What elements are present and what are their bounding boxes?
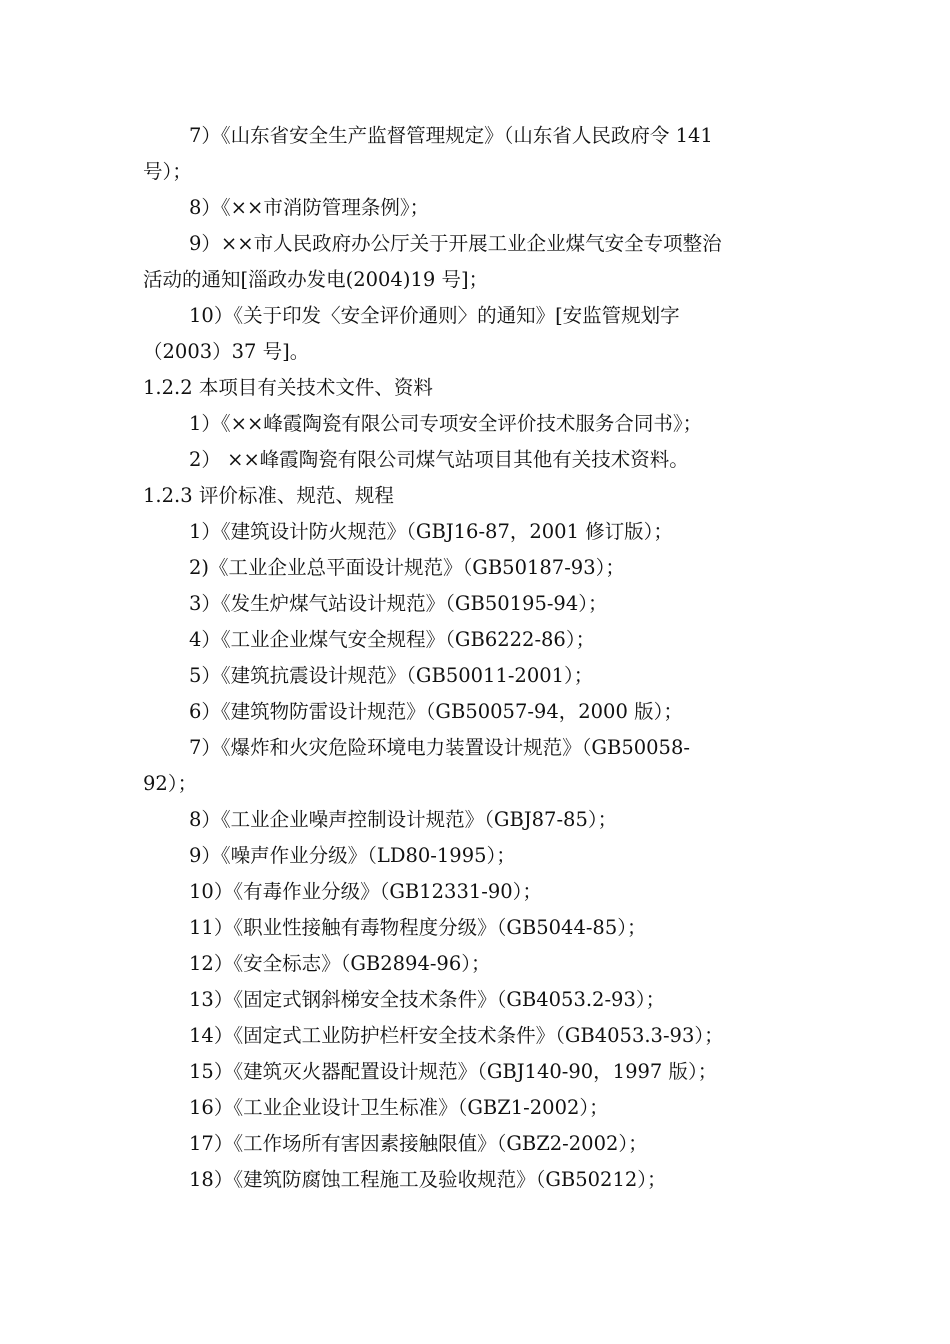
document-line: 10）《有毒作业分级》（GB12331-90）； bbox=[189, 880, 542, 903]
document-line: 7）《山东省安全生产监督管理规定》（山东省人民政府令 141 bbox=[189, 124, 713, 147]
document-line: 8）《工业企业噪声控制设计规范》（GBJ87-85）； bbox=[189, 808, 618, 831]
document-line: 2)《工业企业总平面设计规范》（GB50187-93）； bbox=[189, 556, 625, 579]
document-line: 13）《固定式钢斜梯安全技术条件》（GB4053.2-93）； bbox=[189, 988, 666, 1011]
document-body bbox=[143, 118, 808, 1198]
document-line: 1.2.3 评价标准、规范、规程 bbox=[143, 484, 394, 507]
document-line: 8）《××市消防管理条例》； bbox=[189, 196, 430, 219]
document-line: 15）《建筑灭火器配置设计规范》（GBJ140-90，1997 版）； bbox=[189, 1060, 718, 1083]
document-line: 3）《发生炉煤气站设计规范》（GB50195-94）； bbox=[189, 592, 608, 615]
document-line: 9）××市人民政府办公厅关于开展工业企业煤气安全专项整治 bbox=[189, 232, 722, 255]
document-line: 1.2.2 本项目有关技术文件、资料 bbox=[143, 376, 433, 399]
document-line: 14）《固定式工业防护栏杆安全技术条件》（GB4053.3-93）； bbox=[189, 1024, 724, 1047]
document-line: 6）《建筑物防雷设计规范》（GB50057-94，2000 版）； bbox=[189, 700, 683, 723]
document-line: 活动的通知[淄政办发电(2004)19 号]； bbox=[143, 268, 489, 291]
document-line: 12）《安全标志》（GB2894-96）； bbox=[189, 952, 491, 975]
document-line: 92）； bbox=[143, 772, 198, 795]
document-line: 4）《工业企业煤气安全规程》（GB6222-86）； bbox=[189, 628, 596, 651]
document-line: 17）《工作场所有害因素接触限值》（GBZ2-2002）； bbox=[189, 1132, 648, 1155]
document-line: （2003）37 号]。 bbox=[143, 340, 310, 363]
document-line: 16）《工业企业设计卫生标准》（GBZ1-2002）； bbox=[189, 1096, 609, 1119]
document-line: 号）； bbox=[143, 160, 192, 183]
document-line: 18）《建筑防腐蚀工程施工及验收规范》（GB50212）； bbox=[189, 1168, 667, 1191]
document-line: 1）《建筑设计防火规范》（GBJ16-87，2001 修订版）； bbox=[189, 520, 673, 543]
document-line: 11）《职业性接触有毒物程度分级》（GB5044-85）； bbox=[189, 916, 647, 939]
document-line: 1）《××峰霞陶瓷有限公司专项安全评价技术服务合同书》； bbox=[189, 412, 703, 435]
document-line: 7）《爆炸和火灾危险环境电力装置设计规范》（GB50058- bbox=[189, 736, 690, 759]
document-line: 9）《噪声作业分级》（LD80-1995）； bbox=[189, 844, 516, 867]
document-line: 10）《关于印发〈安全评价通则〉的通知》[安监管规划字 bbox=[189, 304, 680, 327]
document-line: 2） ××峰霞陶瓷有限公司煤气站项目其他有关技术资料。 bbox=[189, 448, 689, 471]
document-line: 5）《建筑抗震设计规范》（GB50011-2001）； bbox=[189, 664, 594, 687]
